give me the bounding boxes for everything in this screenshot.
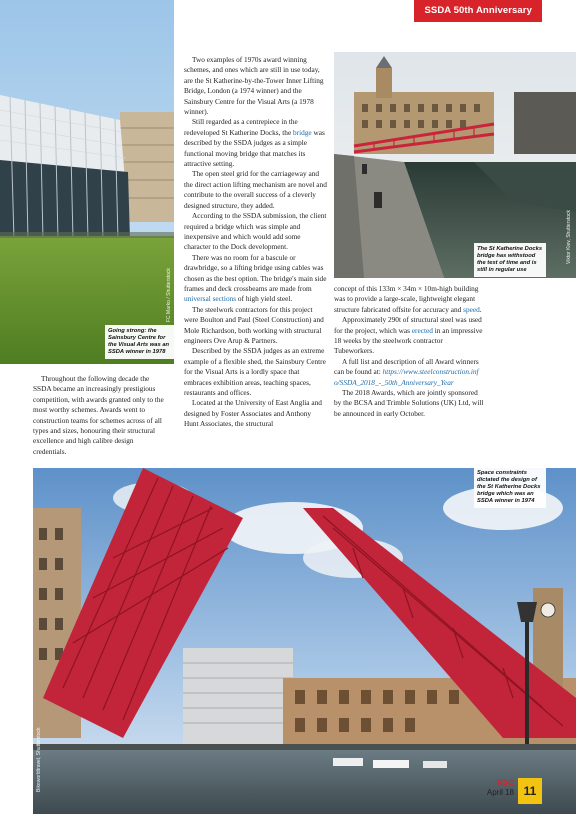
photo-credit: Bikeworldtravel, Shutterstock [36, 727, 42, 792]
paragraph: Described by the SSDA judges as an extreme example of a flexible shed, the Sainsbury Centre for the Visual Arts is a lordly space that embraces exhibition areas, teaching spaces, restaurants and offices. [184, 346, 326, 397]
awards-url-link[interactable]: https://www.steelconstruction.info/SSDA_2018_-_50th_Anniversary_Year [334, 367, 479, 387]
paragraph: Two examples of 1970s award winning schemes, and ones which are still in use today, are the St Katherine-by-the-Tower Inner Lifting Bridge, London (a 1974 winner) and the Sainsbury Centre for the Visual Arts (a 1978 winner). [184, 55, 324, 117]
paragraph: Located at the University of East Anglia and designed by Foster Associates and Anthony Hunt Associates, the structural [184, 398, 322, 429]
magazine-name: NSC [497, 778, 514, 787]
paragraph: The steelwork contractors for this project were Boulton and Paul (Steel Construction) and Mole Richardson, both working with structural engineers Ove Arup & Partners. [184, 304, 324, 345]
sainsbury-centre-photo [0, 0, 174, 364]
text-column-middle [184, 55, 327, 430]
universal-sections-link[interactable]: universal sections [184, 294, 237, 304]
paragraph: A full list and description of all Award winners can be found at: https://www.steelconstruction.info/SSDA_2018_-_50th_Anniversary_Year [334, 356, 479, 387]
text-column-right [334, 284, 484, 419]
erected-link[interactable]: erected [411, 325, 433, 335]
lifting-bridge-photo [33, 468, 576, 814]
issue-date: April 18 [486, 788, 514, 797]
section-tag: SSDA 50th Anniversary [414, 0, 542, 22]
paragraph: Still regarded as a centrepiece in the redeveloped St Katherine Docks, the bridge was described by the SSDA judges as a simple functional moving bridge that matches its attractive setting. [184, 117, 325, 169]
photo-caption: The St Katherine Docks bridge has withstood the test of time and is still in regular use [474, 243, 546, 277]
paragraph: Approximately 290t of structural steel was used for the project, which was erected in an impressive 18 weeks by the steelwork contractor Tubeworkers. [334, 315, 483, 356]
paragraph: concept of this 133m × 34m × 10m-high building was to provide a large-scale, lightweight elegant structure fabricated offsite for accuracy and speed. [334, 284, 482, 314]
speed-link[interactable]: speed [463, 304, 480, 314]
paragraph: The open steel grid for the carriageway and the direct action lifting mechanism are novel and contribute to the overall success of a cleverly designed structure, they added. [184, 169, 327, 210]
photo-credit: FC Marko / Shutterstock [166, 268, 172, 322]
text-column-left [33, 374, 168, 457]
paragraph: There was no room for a bascule or drawbridge, so a lifting bridge using cables was chosen as the best option. The bridge's main side frames and deck crossbeams are made from universal sections of high yield steel. [184, 252, 327, 304]
photo-credit: Viktor Kiev, Shutterstock [566, 209, 572, 264]
photo-caption: Space constraints dictated the design of the St Katherine Docks bridge which was an SSDA winner in 1974 [474, 467, 546, 508]
paragraph: The 2018 Awards, which are jointly sponsored by the BCSA and Trimble Solutions (UK) Ltd, will be announced in early October. [334, 388, 484, 418]
page-footer [472, 778, 542, 806]
bridge-link[interactable]: bridge [293, 127, 312, 137]
photo-caption: Going strong: the Sainsbury Centre for the Visual Arts was an SSDA winner in 1978 [105, 325, 175, 359]
paragraph: According to the SSDA submission, the client required a bridge which was simple and inexpensive and which would add some character to the Dock development. [184, 211, 327, 252]
page-number: 11 [518, 778, 542, 804]
paragraph: Throughout the following decade the SSDA became an increasingly prestigious competition, with awards granted only to the most worthy schemes. Awards went to construction teams for schemes across of all types and sizes, honouring their structural excellence and high calibre design credentials. [33, 374, 164, 456]
